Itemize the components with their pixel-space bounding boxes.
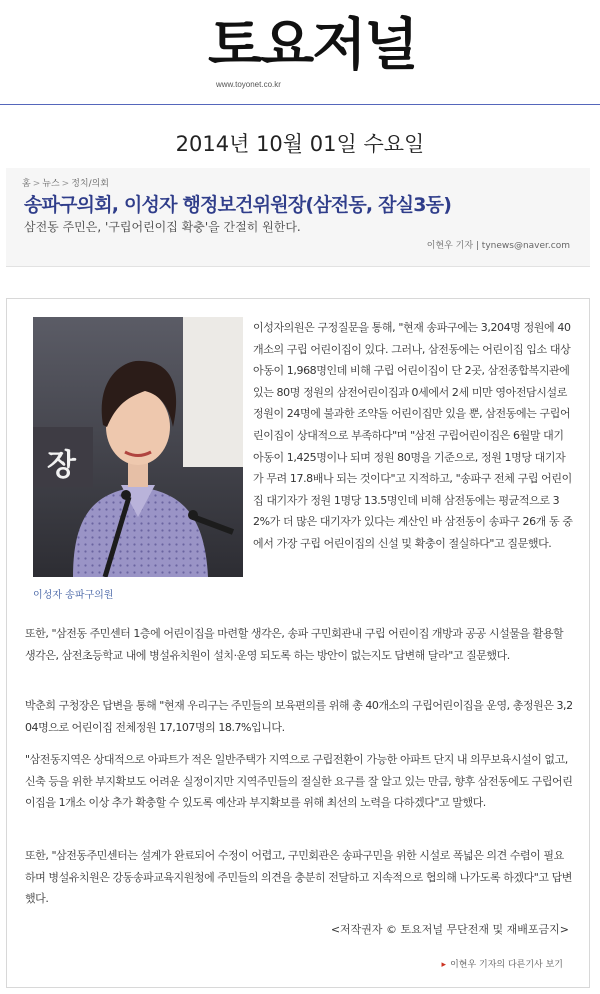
article-paragraph-1: 이성자의원은 구정질문을 통해, "현재 송파구에는 3,204명 정원에 40개소의 구립 어린이집이 있다. 그러나, 삼전동에는 어린이집 입소 대상 아동이 1,968명인데 비해 구립 어린이집이 단 2곳, 삼전종합복지관에 있는 80명 정원의 삼전어린이집과 0세에서 2세 미만 영아전담시설로 정원이 24명에 불과한 조약돌 어린이집만 있을 뿐, 삼전동에는 구립어린이집이 상대적으로 부족하다"며 "삼전 구립어린이집은 6월말 대기아동이 1,425명이나 되며 정원 80명을 기준으로, 정원 1명당 대기자가 무려 17.8배나 되는 것이다"고 지적하고, "송파구 전체 구립 어린이집 대기자가 정원 1명당 13.5명인데 비해 삼전동에는 평균적으로 32%가 더 많은 대기자가 있다는 계산인 바 삼전동이 송파구 26개 동 중에서 가장 구립 어린이집의 신설 및 확충이 절실하다"고 질문했다. bbox=[253, 321, 573, 550]
more-articles-label: 이현우 기자의 다른기사 보기 bbox=[450, 960, 563, 970]
chevron-right-icon: > bbox=[61, 179, 70, 189]
article-title: 송파구의회, 이성자 행정보건위원장(삼전동, 잠실3동) bbox=[24, 194, 452, 216]
masthead bbox=[0, 0, 600, 108]
sign-text: 장 bbox=[47, 448, 76, 483]
header-divider bbox=[0, 104, 600, 105]
chevron-right-icon: > bbox=[32, 179, 41, 189]
more-articles-link[interactable] bbox=[442, 957, 563, 970]
issue-date: 2014년 10월 01일 수요일 bbox=[175, 132, 425, 156]
article-paragraph-5: 또한, "삼전동주민센터는 설계가 완료되어 수정이 어렵고, 구민회관은 송파구민을 위한 시설로 폭넓은 의견 수렴이 필요하며 병설유치원은 강동송파교육지원청에 주민들의 의견을 충분히 전달하고 지속적으로 협의해 나가도록 하겠다"고 답변했다. bbox=[25, 849, 572, 906]
breadcrumb-news[interactable]: 뉴스 bbox=[42, 179, 60, 189]
article-body bbox=[6, 298, 590, 988]
breadcrumb bbox=[22, 176, 109, 189]
site-logo[interactable]: 토요저널 bbox=[208, 13, 417, 78]
article-paragraph-3: 박춘희 구청장은 답변을 통해 "현재 우리구는 주민들의 보육편의를 위해 총 40개소의 구립어린이집을 운영, 총정원은 3,204명으로 어린이집 전체정원 17,107명의 18.7%입니다. bbox=[25, 699, 573, 734]
byline: 이현우 기자 | tynews@naver.com bbox=[426, 241, 570, 251]
portrait-image bbox=[33, 317, 243, 577]
breadcrumb-section[interactable]: 정치/의회 bbox=[71, 179, 109, 189]
article-subtitle: 삼전동 주민은, '구립어린이집 확충'을 간절히 원한다. bbox=[24, 220, 301, 234]
article-header bbox=[6, 168, 590, 267]
breadcrumb-home[interactable]: 홈 bbox=[22, 179, 31, 189]
article-paragraph-2: 또한, "삼전동 주민센터 1층에 어린이집을 마련할 생각은, 송파 구민회관내 구립 어린이집 개방과 공공 시설물을 활용할 생각은, 삼전초등학교 내에 병설유치원이 설치·운영 되도록 하는 방안이 없는지도 답변해 달라"고 질문했다. bbox=[25, 627, 564, 662]
arrow-right-icon: ▸ bbox=[441, 960, 447, 970]
photo-caption: 이성자 송파구의원 bbox=[33, 590, 114, 601]
site-url: www.toyonet.co.kr bbox=[216, 80, 281, 89]
copyright-notice: <저작권자 © 토요저널 무단전재 및 재배포금지> bbox=[330, 923, 569, 936]
article-paragraph-4: "삼전동지역은 상대적으로 아파트가 적은 일반주택가 지역으로 구립전환이 가능한 아파트 단지 내 의무보육시설이 없고, 신축 등을 위한 부지확보도 어려운 실정이지만 지역주민들의 절실한 요구를 잘 알고 있는 만큼, 향후 삼전동에도 구립어린이집을 1개소 이상 추가 확충할 수 있도록 예산과 부지확보를 위해 최선의 노력을 다하겠다"고 말했다. bbox=[25, 753, 573, 810]
article-photo bbox=[33, 317, 243, 577]
